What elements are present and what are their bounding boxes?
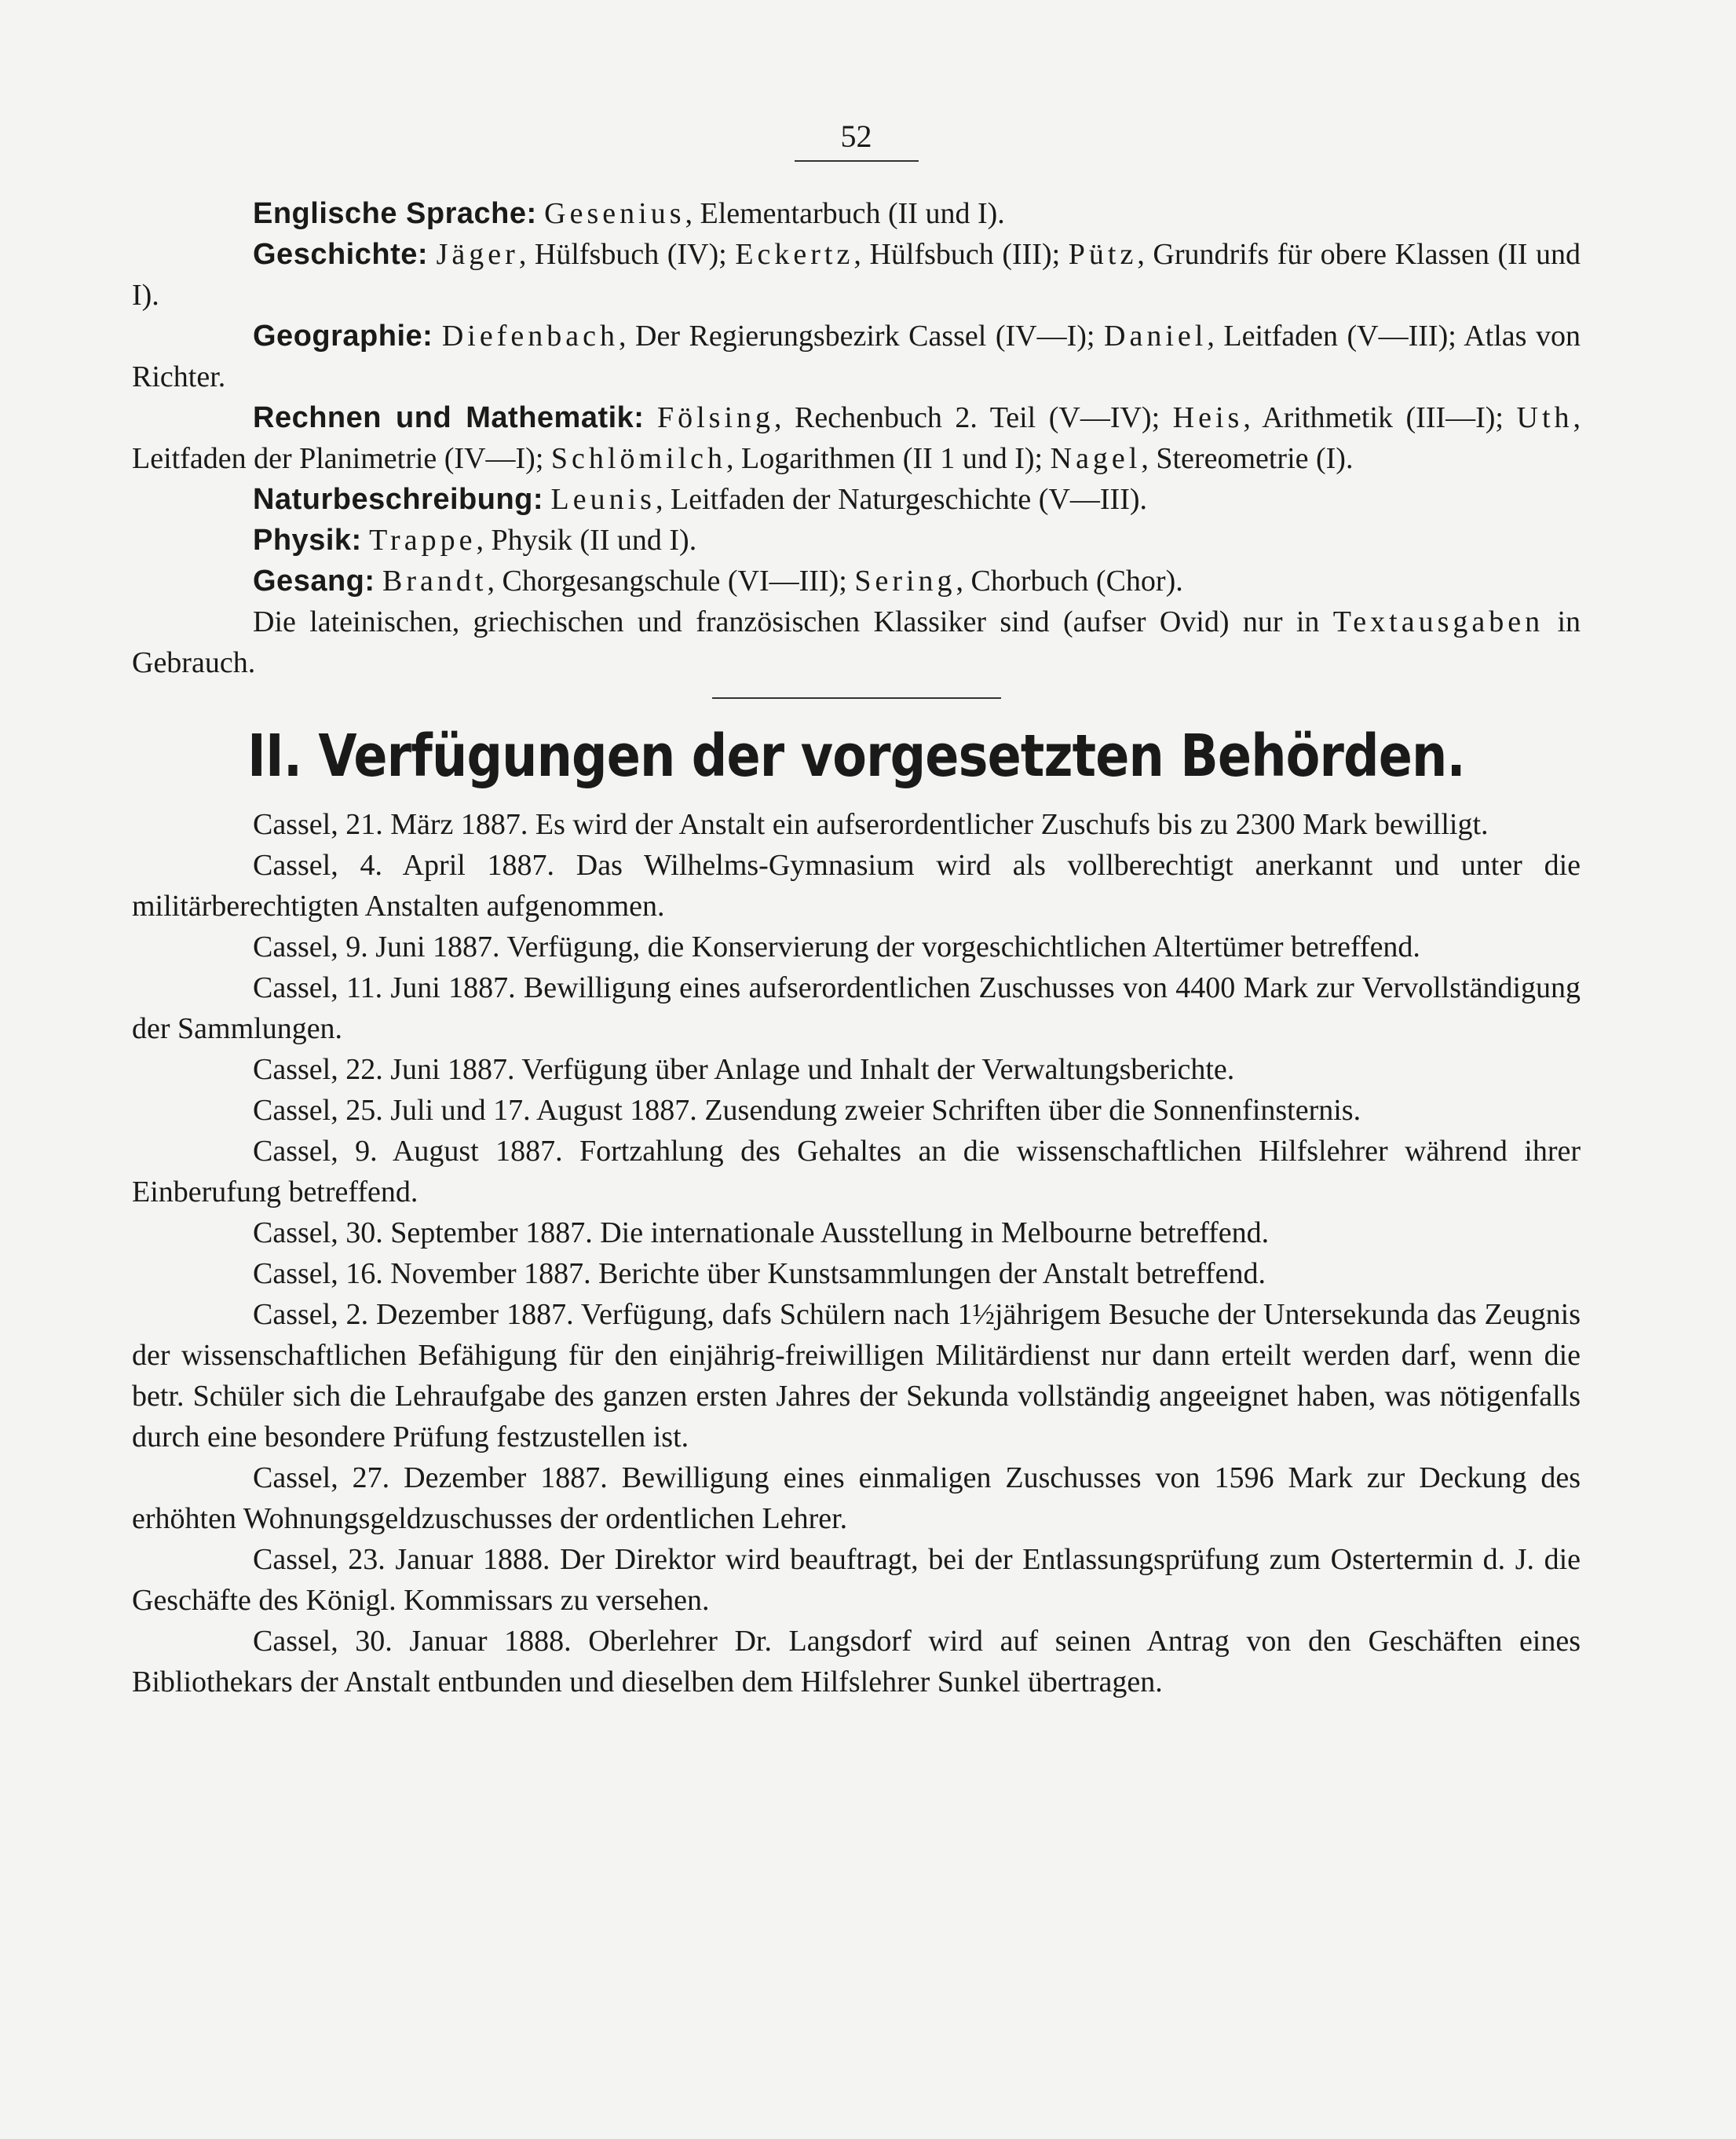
subject-label: Geographie: bbox=[253, 320, 433, 353]
author-name: Schlömilch bbox=[550, 442, 727, 475]
decree-entry bbox=[132, 1457, 1581, 1539]
author-name: Jäger bbox=[436, 238, 519, 271]
page-content bbox=[132, 118, 1581, 1702]
decree-date: Cassel, 27. Dezember 1887. bbox=[253, 1461, 608, 1494]
decree-date: Cassel, 4. April 1887. bbox=[253, 849, 555, 882]
section-divider bbox=[712, 697, 1001, 699]
text-segment: , Chorbuch (Chor). bbox=[956, 565, 1183, 598]
decree-text: Oberlehrer Dr. Langsdorf wird auf seinen Antrag von den Geschäften eines Bibliothekars der Anstalt entbunden und dieselben dem Hilfslehrer Sunkel übertragen. bbox=[132, 1625, 1581, 1698]
decree-date: Cassel, 25. Juli und 17. August 1887. bbox=[253, 1094, 697, 1127]
decree-text: Der Direktor wird beauftragt, bei der Entlassungsprüfung zum Ostertermin d. J. die Geschäfte des Königl. Kommissars zu versehen. bbox=[132, 1543, 1581, 1617]
decree-text: Zusendung zweier Schriften über die Sonnenfinsternis. bbox=[704, 1094, 1361, 1127]
text-segment: , Hülfsbuch (IV); bbox=[518, 238, 736, 271]
subject-label: Physik: bbox=[253, 524, 362, 557]
section-heading: II. Verfügungen der vorgesetzten Behörden. bbox=[247, 722, 1465, 790]
classics-note bbox=[132, 601, 1581, 683]
page-number: 52 bbox=[840, 119, 872, 154]
decree-entry bbox=[132, 845, 1581, 927]
decree-entry bbox=[132, 804, 1581, 845]
text-segment: Die lateinischen, griechischen und französischen Klassiker sind (aufser Ovid) nur in bbox=[253, 605, 1333, 638]
text-segment: , Der Regierungsbezirk Cassel (IV—I); bbox=[618, 320, 1105, 353]
text-segment: , Leitfaden der Naturgeschichte (V—III). bbox=[655, 483, 1148, 516]
author-name: Sering bbox=[854, 565, 956, 598]
decree-text: Bewilligung eines aufserordentlichen Zuschusses von 4400 Mark zur Vervollständigung der Sammlungen. bbox=[132, 971, 1581, 1045]
subject-label: Gesang: bbox=[253, 565, 375, 598]
decree-entry bbox=[132, 927, 1581, 967]
subject-label: Englische Sprache: bbox=[253, 197, 537, 230]
decree-entry bbox=[132, 1253, 1581, 1294]
decree-entry bbox=[132, 1539, 1581, 1621]
author-name: Leunis bbox=[550, 483, 656, 516]
author-name: Heis bbox=[1172, 401, 1244, 434]
author-name: Daniel bbox=[1104, 320, 1208, 353]
textbook-entry bbox=[132, 234, 1581, 316]
text-segment: , Grundrifs für obere Klassen (II und I). bbox=[132, 238, 1581, 312]
textbook-entry bbox=[132, 193, 1581, 234]
decree-date: Cassel, 21. März 1887. bbox=[253, 808, 528, 841]
text-segment: , Chorgesangschule (VI—III); bbox=[487, 565, 855, 598]
decree-text: Fortzahlung des Gehaltes an die wissenschaftlichen Hilfslehrer während ihrer Einberufung betreffend. bbox=[132, 1135, 1581, 1208]
decree-date: Cassel, 9. Juni 1887. bbox=[253, 931, 500, 963]
decree-date: Cassel, 11. Juni 1887. bbox=[253, 971, 516, 1004]
textbook-entry bbox=[132, 479, 1581, 520]
author-name: Uth bbox=[1516, 401, 1573, 434]
decree-text: Die internationale Ausstellung in Melbourne betreffend. bbox=[600, 1216, 1270, 1249]
decree-text: Verfügung über Anlage und Inhalt der Verwaltungsberichte. bbox=[521, 1053, 1235, 1086]
text-segment: , Leitfaden (V—III); Atlas von Richter. bbox=[132, 320, 1581, 393]
subject-label: Geschichte: bbox=[253, 238, 429, 271]
decree-text: Berichte über Kunstsammlungen der Anstalt betreffend. bbox=[598, 1257, 1266, 1290]
text-segment: , Hülfsbuch (III); bbox=[853, 238, 1069, 271]
author-name: Nagel bbox=[1050, 442, 1142, 475]
text-segment: , Elementarbuch (II und I). bbox=[685, 197, 1005, 230]
decree-entry bbox=[132, 1294, 1581, 1457]
decree-text: Es wird der Anstalt ein aufserordentlicher Zuschufs bis zu 2300 Mark bewilligt. bbox=[535, 808, 1489, 841]
textbook-entry bbox=[132, 316, 1581, 397]
textbook-list bbox=[132, 193, 1581, 601]
textbook-entry bbox=[132, 397, 1581, 479]
decree-text: Verfügung, die Konservierung der vorgeschichtlichen Altertümer betreffend. bbox=[506, 931, 1420, 963]
decree-date: Cassel, 30. September 1887. bbox=[253, 1216, 593, 1249]
text-segment: , Arithmetik (III—I); bbox=[1243, 401, 1517, 434]
decree-list bbox=[132, 804, 1581, 1702]
decree-date: Cassel, 2. Dezember 1887. bbox=[253, 1298, 574, 1331]
subject-label: Rechnen und Mathematik: bbox=[253, 401, 645, 434]
author-name: Eckertz bbox=[735, 238, 854, 271]
text-segment: , Rechenbuch 2. Teil (V—IV); bbox=[774, 401, 1173, 434]
author-name: Brandt bbox=[382, 565, 488, 598]
decree-text: Bewilligung eines einmaligen Zuschusses von 1596 Mark zur Deckung des erhöhten Wohnungsgeldzuschusses der ordentlichen Lehrer. bbox=[132, 1461, 1581, 1535]
decree-entry bbox=[132, 1621, 1581, 1702]
author-name: Trappe bbox=[369, 524, 477, 557]
decree-text: Verfügung, dafs Schülern nach 1½jährigem Besuche der Untersekunda das Zeugnis der wissenschaftlichen Befähigung für den einjährig-freiwilligen Militärdienst nur dann erteilt werden darf, wenn die betr. Schüler sich die Lehraufgabe des ganzen ersten Jahres der Sekunda vollständig angeeignet haben, was nötigenfalls durch eine besondere Prüfung festzustellen ist. bbox=[132, 1298, 1581, 1453]
decree-entry bbox=[132, 1212, 1581, 1253]
author-name: Diefenbach bbox=[441, 320, 619, 353]
textbook-entry bbox=[132, 520, 1581, 561]
decree-text: Das Wilhelms-Gymnasium wird als vollberechtigt anerkannt und unter die militärberechtigten Anstalten aufgenommen. bbox=[132, 849, 1581, 923]
decree-date: Cassel, 22. Juni 1887. bbox=[253, 1053, 515, 1086]
decree-entry bbox=[132, 1049, 1581, 1090]
decree-entry bbox=[132, 1131, 1581, 1212]
decree-date: Cassel, 16. November 1887. bbox=[253, 1257, 591, 1290]
author-name: Fölsing bbox=[656, 401, 775, 434]
textbook-entry bbox=[132, 561, 1581, 601]
author-name: Pütz bbox=[1068, 238, 1138, 271]
text-segment: , Physik (II und I). bbox=[476, 524, 697, 557]
decree-date: Cassel, 9. August 1887. bbox=[253, 1135, 563, 1168]
author-name: Gesenius bbox=[544, 197, 685, 230]
decree-date: Cassel, 23. Januar 1888. bbox=[253, 1543, 550, 1576]
text-segment: in Gebrauch. bbox=[132, 605, 1581, 679]
decree-entry bbox=[132, 967, 1581, 1049]
text-segment: , Leitfaden der Planimetrie (IV—I); bbox=[132, 401, 1581, 475]
text-segment: , Logarithmen (II 1 und I); bbox=[726, 442, 1051, 475]
page-number-rule bbox=[795, 160, 919, 162]
subject-label: Naturbeschreibung: bbox=[253, 483, 544, 516]
text-segment: , Stereometrie (I). bbox=[1141, 442, 1354, 475]
decree-date: Cassel, 30. Januar 1888. bbox=[253, 1625, 572, 1658]
author-name: Textausgaben bbox=[1332, 605, 1544, 638]
decree-entry bbox=[132, 1090, 1581, 1131]
